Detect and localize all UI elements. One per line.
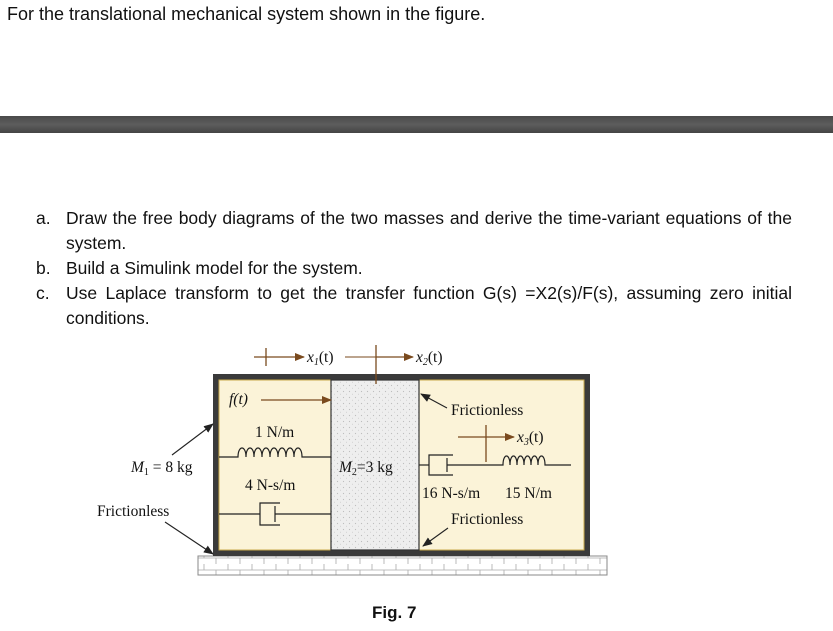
x1-label: x1(t) xyxy=(307,349,334,368)
displacement-x1-arrow xyxy=(254,348,304,366)
x3-label: x3(t) xyxy=(517,429,544,448)
task-letter: a. xyxy=(36,208,51,228)
task-text: Build a Simulink model for the system. xyxy=(66,258,363,278)
ground-base xyxy=(198,556,607,575)
frictionless-top-label: Frictionless xyxy=(451,402,524,419)
force-label: f(t) xyxy=(229,391,248,408)
m2-label: M2=3 kg xyxy=(339,459,393,478)
spring2-label: 15 N/m xyxy=(505,485,552,502)
frictionless-left-pointer xyxy=(165,522,213,554)
task-text: Draw the free body diagrams of the two masses and derive the time-variant equations of the system. xyxy=(66,208,792,253)
frictionless-left-label: Frictionless xyxy=(97,503,170,520)
figure-caption: Fig. 7 xyxy=(372,603,417,622)
task-text: Use Laplace transform to get the transfer function G(s) =X2(s)/F(s), assuming zero initial conditions. xyxy=(66,283,792,328)
m1-pointer xyxy=(172,424,213,455)
damper1-label: 4 N-s/m xyxy=(245,477,296,494)
m1-label: M1 = 8 kg xyxy=(131,459,193,478)
problem-intro: For the translational mechanical system shown in the figure. xyxy=(7,4,486,24)
task-letter: b. xyxy=(36,258,51,278)
damper2-label: 16 N-s/m xyxy=(422,485,481,502)
x2-label: x2(t) xyxy=(416,349,443,368)
spring1-label: 1 N/m xyxy=(255,424,295,441)
frictionless-bottom-label: Frictionless xyxy=(451,511,524,528)
task-letter: c. xyxy=(36,283,50,303)
